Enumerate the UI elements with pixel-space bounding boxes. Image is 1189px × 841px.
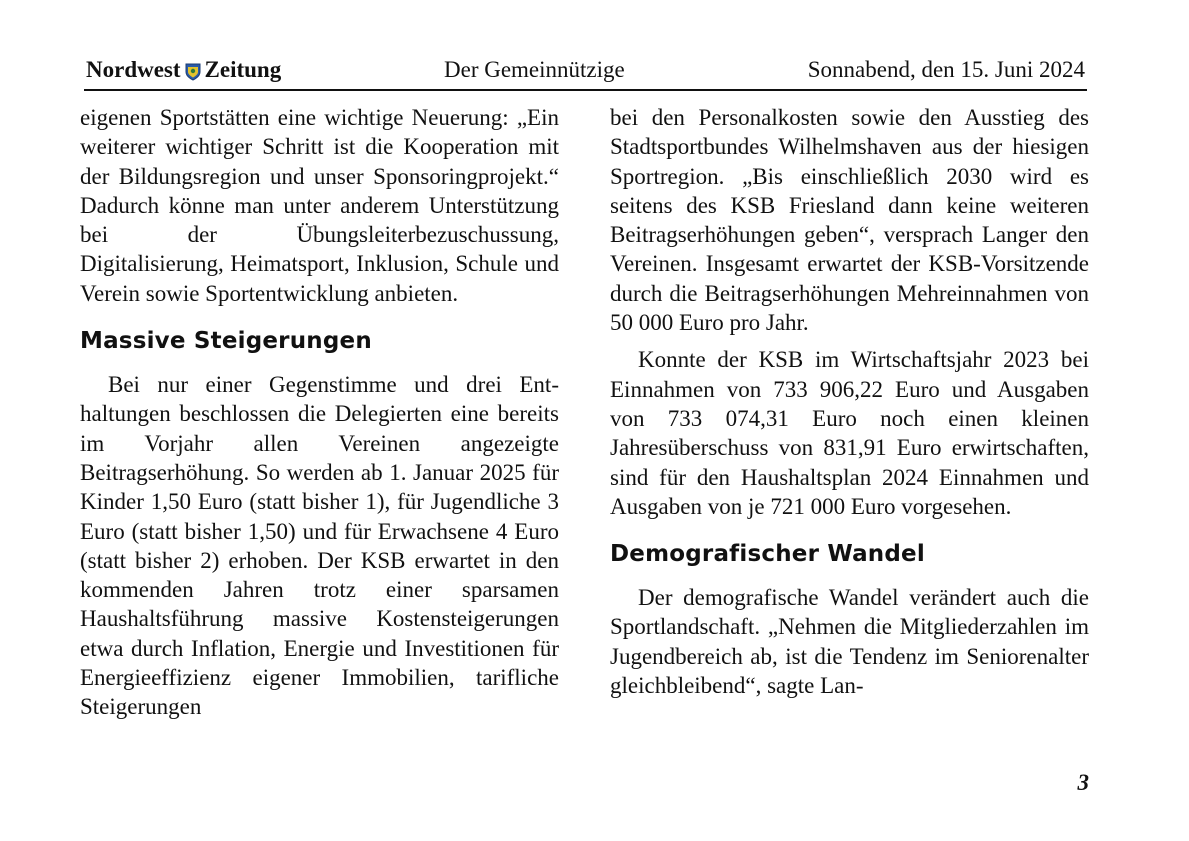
paragraph: bei den Personalkosten sowie den Ausstieg des Stadtsportbundes Wilhelmshaven aus der hiesigen Sportregion. „Bis einschließlich 2030 wird es seitens des KSB Friesland dann keine weiteren Beitragserhöhungen geben“, versprach Langer den Vereinen. Insgesamt erwartet der KSB-Vorsitzende durch die Beitragserhöhungen Mehreinnahmen von 50 000 Euro pro Jahr.	[610, 105, 1089, 336]
issue-date: Sonnabend, den 15. Juni 2024	[807, 57, 1085, 82]
newspaper-title	[86, 57, 281, 83]
paragraph: eigenen Sportstätten eine wichtige Neuerung: „Ein weiterer wichtiger Schritt ist die Kooperation mit der Bildungsregion und unser Sponsoringprojekt.“ Dadurch könne man unter anderem Unterstützung bei der Übungsleiterbezuschussung, Digitalisierung, Heimatsport, Inklusion, Schule und Verein sowie Sportentwicklung anbieten.	[80, 105, 559, 306]
page-header	[84, 57, 1087, 91]
page-number: 3	[1077, 770, 1089, 795]
coat-of-arms-icon	[185, 61, 201, 79]
newspaper-title-word1: Nordwest	[86, 57, 181, 82]
section-name: Der Gemeinnützige	[444, 57, 625, 82]
section-heading: Demografischer Wandel	[610, 541, 925, 568]
paragraph: Konnte der KSB im Wirtschaftsjahr 2023 bei Einnahmen von 733 906,22 Euro und Ausgaben von 733 074,31 Euro noch einen kleinen Jahresüberschuss von 831,91 Euro erwirtschaften, sind für den Haushaltsplan 2024 Einnahmen und Ausgaben von je 721 000 Euro vorgesehen.	[610, 347, 1089, 519]
left-column	[80, 103, 559, 722]
section-heading: Massive Steigerungen	[80, 328, 372, 355]
paragraph: Bei nur einer Gegenstimme und drei Enthaltungen beschlossen die Delegierten eine bereits im Vorjahr allen Vereinen angezeigte Beitragserhöhung. So werden ab 1. Januar 2025 für Kinder 1,50 Euro (statt bisher 1), für Jugendliche 3 Euro (statt bisher 1,50) und für Erwachsene 4 Euro (statt bisher 2) erhoben. Der KSB erwartet in den kommenden Jahren trotz einer sparsamen Haushaltsführung massive Kostensteigerungen etwa durch Inflation, Energie und Investitionen für Energieeffizienz eigener Immobilien, tarifliche Steigerungen	[80, 372, 559, 720]
right-column	[610, 103, 1089, 700]
newspaper-title-word2: Zeitung	[204, 57, 282, 82]
paragraph: Der demografische Wandel verändert auch die Sportlandschaft. „Nehmen die Mitgliederzahlen im Jugendbereich ab, ist die Tendenz im Seniorenalter gleichbleibend“, sagte Lan-	[610, 585, 1089, 699]
